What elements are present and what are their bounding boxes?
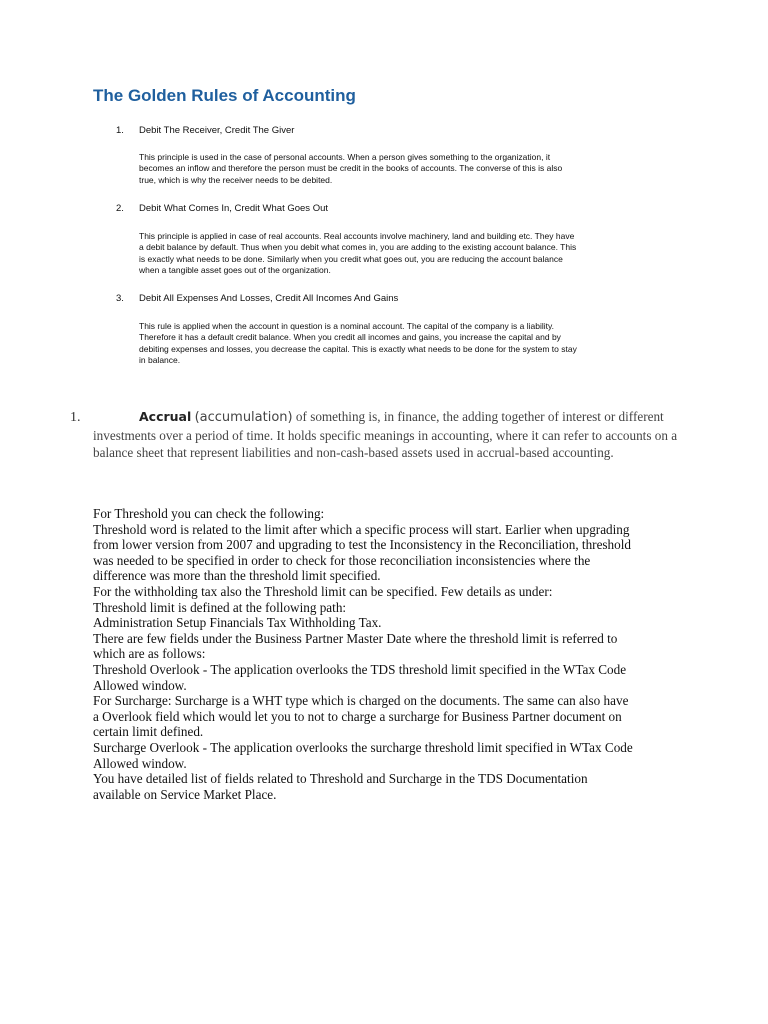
threshold-section: [93, 506, 693, 802]
threshold-line: Threshold word is related to the limit after which a specific process will start. Earlier when upgrading: [93, 521, 630, 537]
rule-2-number: 2.: [116, 203, 124, 214]
accrual-term: Accrual: [139, 409, 192, 424]
threshold-line: For Surcharge: Surcharge is a WHT type which is charged on the documents. The same can also have: [93, 693, 629, 709]
threshold-line: which are as follows:: [93, 646, 206, 662]
document-title: The Golden Rules of Accounting: [93, 86, 356, 105]
rule-3-body: [139, 321, 679, 366]
rule-3-line: This rule is applied when the account in question is a nominal account. The capital of the company is a liability.: [139, 321, 555, 331]
threshold-line: from lower version from 2007 and upgrading to test the Inconsistency in the Reconciliation, threshold: [93, 537, 632, 553]
threshold-line: a Overlook field which would let you to not to charge a surcharge for Business Partner document on: [93, 708, 622, 724]
threshold-line: Threshold Overlook - The application overlooks the TDS threshold limit specified in the WTax Code: [93, 661, 627, 677]
accrual-text: of something is, in finance, the adding together of interest or different investments over a period of time. It holds specific meanings in accounting, where it can refer to accounts on a balance sheet that represent liabilities and non-cash-based assets used in accrual-based accounting.: [93, 409, 678, 460]
rule-2-heading: Debit What Comes In, Credit What Goes Out: [139, 203, 329, 214]
rule-1-line: true, which is why the receiver needs to be debited.: [139, 174, 333, 185]
rule-1-body: [139, 152, 679, 186]
threshold-line: Allowed window.: [93, 755, 187, 771]
rule-1-number: 1.: [116, 125, 124, 136]
threshold-line: available on Service Market Place.: [93, 786, 277, 802]
rule-3-number: 3.: [116, 293, 124, 304]
rule-2-line: when a tangible asset goes out of the organization.: [139, 264, 331, 275]
rule-3-line: Therefore it has a default credit balance. When you credit all incomes and gains, you increase the capital and by: [139, 332, 561, 343]
threshold-line: certain limit defined.: [93, 724, 204, 740]
threshold-line: Threshold limit is defined at the following path:: [93, 599, 347, 615]
rule-3-line: in balance.: [139, 354, 181, 365]
threshold-line: was needed to be specified in order to check for those reconciliation inconsistencies where the: [93, 552, 591, 568]
rule-3-line: debiting expenses and losses, you decrease the capital. This is exactly what needs to be done for the system to stay: [139, 343, 577, 354]
threshold-line: Surcharge Overlook - The application overlooks the surcharge threshold limit specified in WTax Code: [93, 739, 633, 755]
accrual-paragraph: [93, 408, 683, 462]
threshold-line: difference was more than the threshold limit specified.: [93, 568, 381, 584]
threshold-line: For the withholding tax also the Threshold limit can be specified. Few details as under:: [93, 583, 553, 599]
threshold-line: Administration Setup Financials Tax Withholding Tax.: [93, 615, 382, 631]
threshold-line: There are few fields under the Business Partner Master Date where the threshold limit is referred to: [93, 630, 618, 646]
rule-1-line: This principle is used in the case of personal accounts. When a person gives something to the organization, it: [139, 152, 551, 162]
rule-2-line: This principle is applied in case of real accounts. Real accounts involve machinery, land and building etc. They have: [139, 231, 575, 241]
rule-2-line: is exactly what needs to be done. Similarly when you credit what goes out, you are reducing the account balance: [139, 253, 563, 264]
rule-3-heading: Debit All Expenses And Losses, Credit All Incomes And Gains: [139, 293, 399, 304]
accrual-number: 1.: [70, 410, 81, 425]
rule-1-heading: Debit The Receiver, Credit The Giver: [139, 125, 295, 136]
accrual-parenthetical: (accumulation): [194, 410, 293, 425]
rule-2-line: a debit balance by default. Thus when you debit what comes in, you are adding to the existing account balance. This: [139, 242, 577, 253]
rule-2-body: [139, 231, 679, 276]
threshold-line: Allowed window.: [93, 677, 187, 693]
threshold-line: You have detailed list of fields related to Threshold and Surcharge in the TDS Documentation: [93, 771, 588, 787]
rule-1-line: becomes an inflow and therefore the person must be credit in the books of accounts. The converse of this is also: [139, 163, 563, 174]
threshold-line: For Threshold you can check the following:: [93, 506, 325, 521]
